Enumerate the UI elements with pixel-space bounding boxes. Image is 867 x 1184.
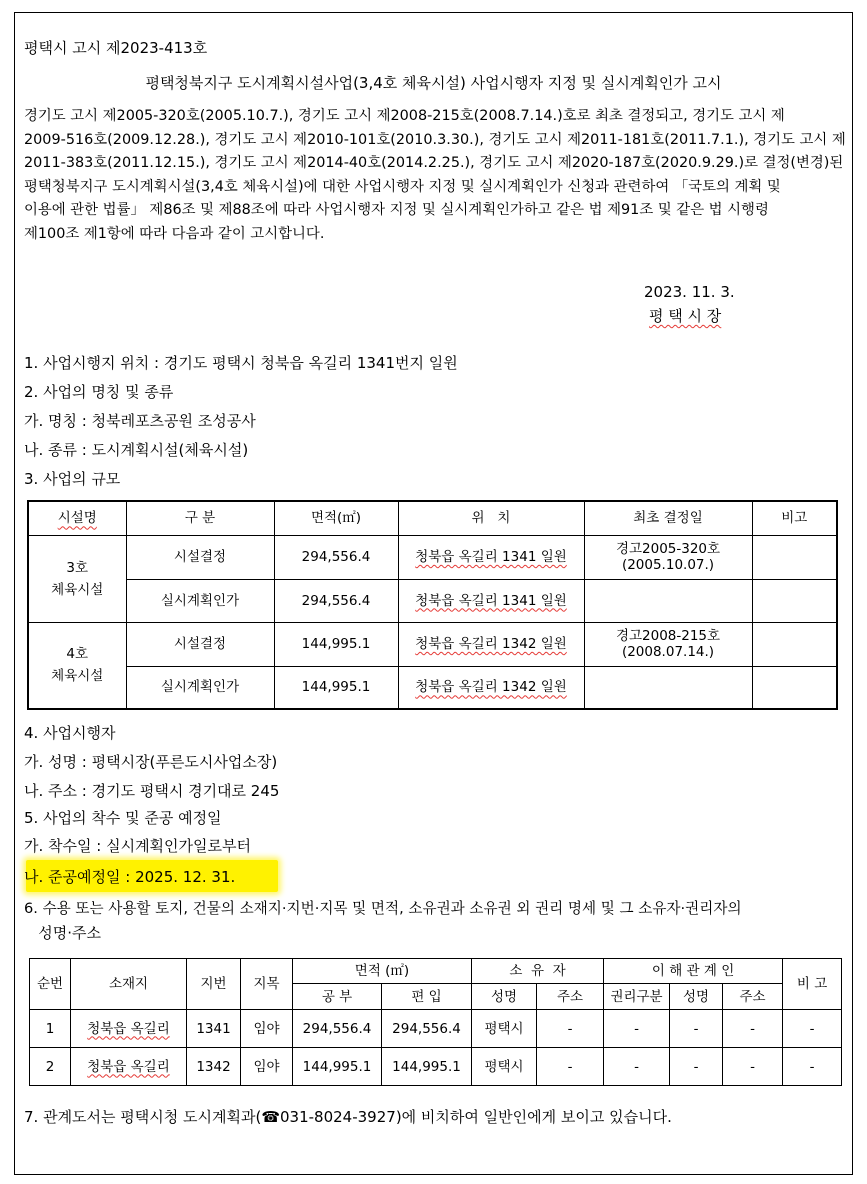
- section-4: 4. 사업시행자: [24, 724, 116, 742]
- note-cell: [752, 579, 837, 622]
- row-note: -: [783, 1010, 842, 1048]
- row-owner-addr: -: [537, 1048, 604, 1086]
- row-int-name: -: [670, 1048, 723, 1086]
- section-7: 7. 관계도서는 평택시청 도시계획과(☎031-8024-3927)에 비치하여 일반인에게 보이고 있습니다.: [24, 1108, 672, 1126]
- area-cell: 144,995.1: [274, 622, 398, 666]
- scale-table: [27, 500, 838, 710]
- intro-line: 이용에 관한 법률」 제86조 및 제88조에 따라 사업시행자 지정 및 실시계획인가하고 같은 법 제91조 및 같은 법 시행령: [24, 202, 769, 219]
- intro-line: 2009-516호(2009.12.28.), 경기도 고시 제2010-101호(2010.3.30.), 경기도 고시 제2011-181호(2011.7.1.), 경기도 고시 제: [24, 131, 846, 148]
- header-facility: 시설명: [28, 501, 126, 535]
- section-4b: 나. 주소 : 경기도 평택시 경기대로 245: [24, 782, 280, 800]
- document-title: 평택청북지구 도시계획시설사업(3,4호 체육시설) 사업시행자 지정 및 실시계획인가 고시: [145, 74, 722, 92]
- first-decision-cell: [584, 535, 752, 579]
- first-decision-cell: [584, 579, 752, 622]
- h-int-type: 권리구분: [604, 984, 670, 1010]
- decision-notice: 경고2005-320호: [615, 541, 721, 557]
- land-table: [29, 958, 842, 1086]
- section-5a: 가. 착수일 : 실시계획인가일로부터: [24, 837, 251, 855]
- section-2: 2. 사업의 명칭 및 종류: [24, 383, 174, 401]
- h-area: 면적 (㎡): [293, 959, 472, 984]
- row-category: 임야: [241, 1010, 293, 1048]
- notice-number: 평택시 고시 제2023-413호: [24, 39, 208, 57]
- h-interest: 이 해 관 계 인: [604, 959, 783, 984]
- header-type: 구 분: [126, 501, 274, 535]
- location-cell: 청북읍 옥길리 1342 일원: [398, 622, 584, 666]
- row-int-name: -: [670, 1010, 723, 1048]
- row-lot: 1342: [187, 1048, 241, 1086]
- facility-cell: [28, 622, 126, 709]
- first-decision-cell: [584, 666, 752, 709]
- section-5b: 나. 준공예정일 : 2025. 12. 31.: [24, 868, 236, 886]
- location-cell: 청북읍 옥길리 1341 일원: [398, 535, 584, 579]
- decision-date: (2005.10.07.): [621, 557, 715, 573]
- section-4a: 가. 성명 : 평택시장(푸른도시사업소장): [24, 753, 278, 771]
- row-no: 2: [30, 1048, 71, 1086]
- intro-line: 평택청북지구 도시계획시설(3,4호 체육시설)에 대한 사업시행자 지정 및 실시계획인가 신청과 관련하여 「국토의 계획 및: [24, 178, 781, 195]
- decision-notice: 경고2008-215호: [615, 628, 721, 644]
- row-int-addr: -: [723, 1048, 783, 1086]
- h-note: 비 고: [783, 959, 842, 1010]
- intro-line: 제100조 제1항에 따라 다음과 같이 고시합니다.: [24, 225, 325, 242]
- header-area: 면적(㎡): [274, 501, 398, 535]
- type-cell: 실시계획인가: [126, 666, 274, 709]
- row-owner-name: 평택시: [472, 1010, 537, 1048]
- row-category: 임야: [241, 1048, 293, 1086]
- header-note: 비고: [752, 501, 837, 535]
- type-cell: 시설결정: [126, 622, 274, 666]
- h-owner-addr: 주소: [537, 984, 604, 1010]
- facility-kind: 체육시설: [51, 581, 104, 598]
- row-no: 1: [30, 1010, 71, 1048]
- row-area-public: 144,995.1: [293, 1048, 382, 1086]
- intro-paragraph: [24, 105, 854, 247]
- facility-no: 3호: [66, 559, 89, 576]
- h-no: 순번: [30, 959, 71, 1010]
- section-3: 3. 사업의 규모: [24, 470, 121, 488]
- h-category: 지목: [241, 959, 293, 1010]
- section-6-line2: 성명·주소: [24, 924, 102, 942]
- header-first-decision: 최초 결정일: [584, 501, 752, 535]
- facility-cell: [28, 535, 126, 622]
- facility-kind: 체육시설: [51, 668, 104, 685]
- signer: 평 택 시 장: [649, 307, 722, 325]
- decision-date: (2008.07.14.): [621, 644, 715, 660]
- area-cell: 144,995.1: [274, 666, 398, 709]
- h-area-incl: 편 입: [382, 984, 472, 1010]
- note-cell: [752, 622, 837, 666]
- h-owner-name: 성명: [472, 984, 537, 1010]
- row-area-public: 294,556.4: [293, 1010, 382, 1048]
- row-int-addr: -: [723, 1010, 783, 1048]
- h-location: 소재지: [71, 959, 187, 1010]
- row-lot: 1341: [187, 1010, 241, 1048]
- first-decision-cell: [584, 622, 752, 666]
- notice-date: 2023. 11. 3.: [644, 283, 735, 301]
- type-cell: 시설결정: [126, 535, 274, 579]
- row-location: 청북읍 옥길리: [71, 1010, 187, 1048]
- h-int-name: 성명: [670, 984, 723, 1010]
- h-lot: 지번: [187, 959, 241, 1010]
- row-note: -: [783, 1048, 842, 1086]
- section-5: 5. 사업의 착수 및 준공 예정일: [24, 809, 222, 827]
- row-int-type: -: [604, 1010, 670, 1048]
- row-int-type: -: [604, 1048, 670, 1086]
- section-6-line1: 6. 수용 또는 사용할 토지, 건물의 소재지·지번·지목 및 면적, 소유권과 소유권 외 권리 명세 및 그 소유자·권리자의: [24, 900, 742, 917]
- intro-line: 2011-383호(2011.12.15.), 경기도 고시 제2014-40호(2014.2.25.), 경기도 고시 제2020-187호(2020.9.29.)로 결정(변경)된: [24, 155, 844, 172]
- area-cell: 294,556.4: [274, 535, 398, 579]
- row-owner-addr: -: [537, 1010, 604, 1048]
- facility-no: 4호: [66, 646, 89, 663]
- area-cell: 294,556.4: [274, 579, 398, 622]
- intro-line: 경기도 고시 제2005-320호(2005.10.7.), 경기도 고시 제2008-215호(2008.7.14.)호로 최초 결정되고, 경기도 고시 제: [24, 108, 785, 124]
- location-cell: 청북읍 옥길리 1342 일원: [398, 666, 584, 709]
- section-2b: 나. 종류 : 도시계획시설(체육시설): [24, 441, 249, 459]
- row-location: 청북읍 옥길리: [71, 1048, 187, 1086]
- h-area-public: 공 부: [293, 984, 382, 1010]
- section-1: 1. 사업시행지 위치 : 경기도 평택시 청북읍 옥길리 1341번지 일원: [24, 354, 458, 372]
- h-owner: 소 유 자: [472, 959, 604, 984]
- note-cell: [752, 535, 837, 579]
- type-cell: 실시계획인가: [126, 579, 274, 622]
- row-owner-name: 평택시: [472, 1048, 537, 1086]
- header-location: 위 치: [398, 501, 584, 535]
- location-cell: 청북읍 옥길리 1341 일원: [398, 579, 584, 622]
- h-int-addr: 주소: [723, 984, 783, 1010]
- note-cell: [752, 666, 837, 709]
- row-area-incl: 144,995.1: [382, 1048, 472, 1086]
- section-2a: 가. 명칭 : 청북레포츠공원 조성공사: [24, 412, 256, 430]
- row-area-incl: 294,556.4: [382, 1010, 472, 1048]
